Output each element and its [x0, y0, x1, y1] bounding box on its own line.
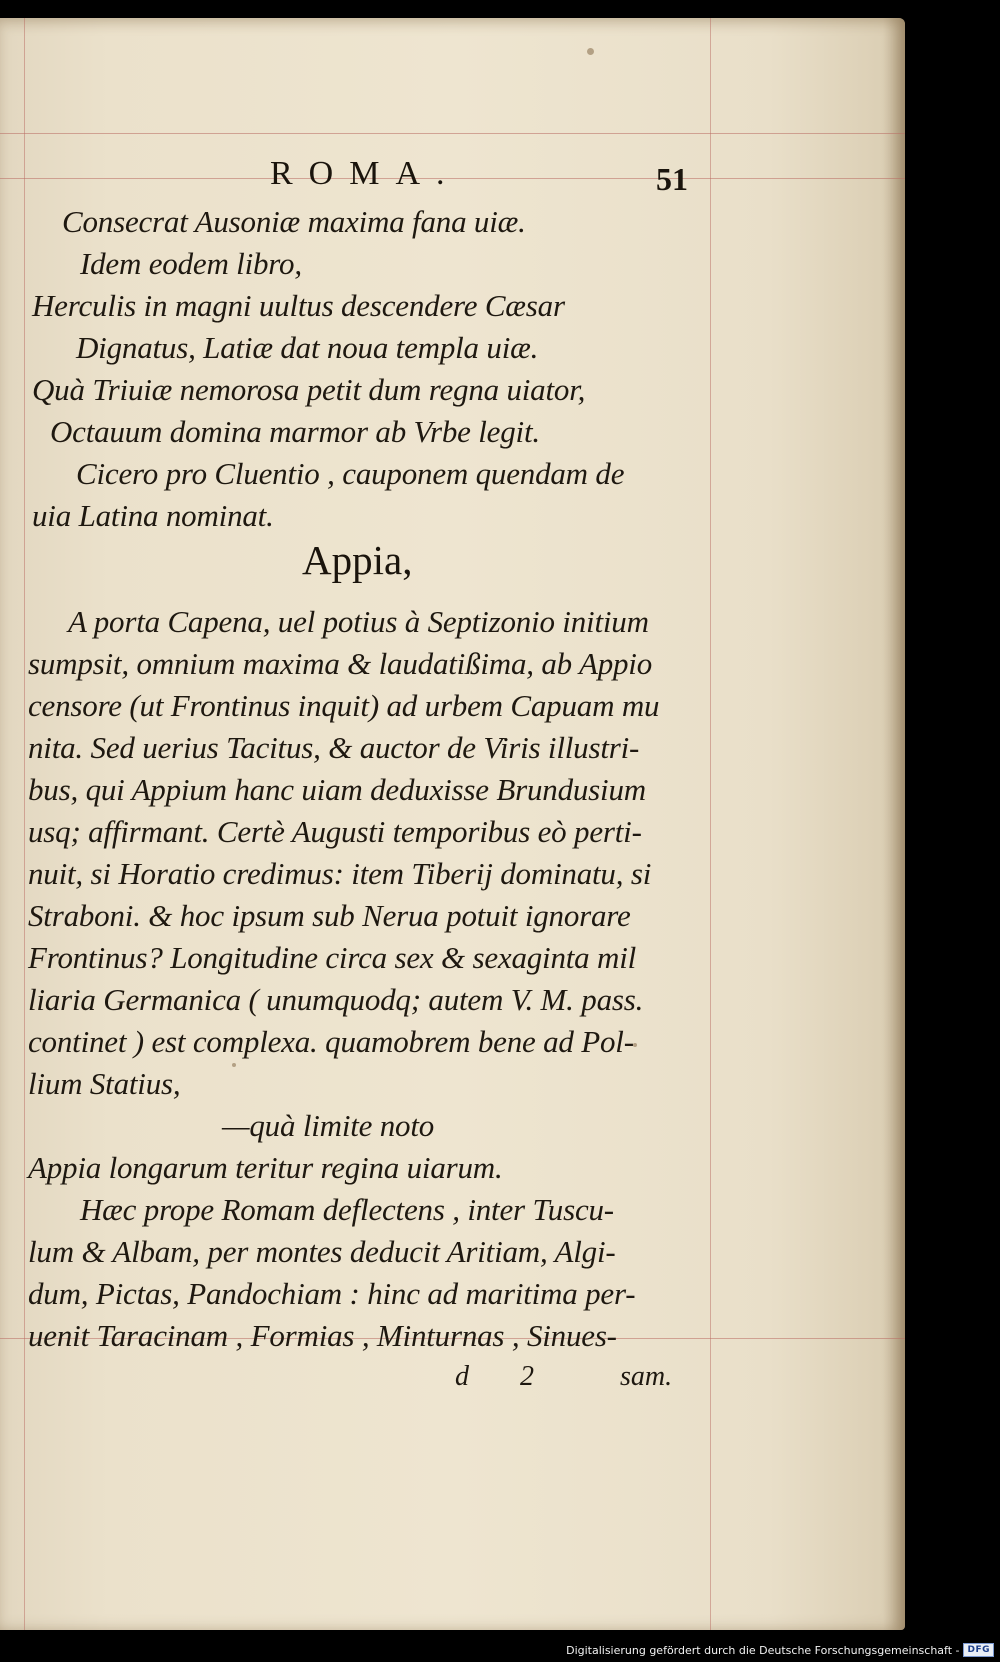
text-line: continet ) est complexa. quamobrem bene ad Pol-	[28, 1024, 634, 1059]
credit-text: Digitalisierung gefördert durch die Deutsche Forschungsgemeinschaft -	[566, 1643, 960, 1657]
signature-mark: d	[455, 1361, 469, 1392]
text-line: Dignatus, Latiæ dat noua templa uiæ.	[76, 330, 539, 365]
text-line: nuit, si Horatio credimus: item Tiberij dominatu, si	[28, 856, 652, 891]
page-number: 51	[656, 161, 688, 197]
text-line: usq; affirmant. Certè Augusti temporibus eò perti-	[28, 814, 642, 849]
footer-bar	[0, 1634, 1000, 1662]
running-head: ROMA.	[270, 155, 461, 192]
text-line: Herculis in magni uultus descendere Cæsar	[32, 288, 565, 323]
section-heading: Appia,	[302, 537, 413, 583]
text-line: lum & Albam, per montes deducit Aritiam, Algi-	[28, 1234, 616, 1269]
text-line: nita. Sed uerius Tacitus, & auctor de Viris illustri-	[28, 730, 640, 765]
page-text	[0, 18, 905, 1630]
text-line: censore (ut Frontinus inquit) ad urbem Capuam mu	[28, 688, 660, 723]
text-line: sumpsit, omnium maxima & laudatißima, ab Appio	[28, 646, 653, 681]
text-line: Hæc prope Romam deflectens , inter Tuscu-	[80, 1192, 614, 1227]
funding-credit	[566, 1643, 994, 1657]
text-line: liaria Germanica ( unumquodq; autem V. M. pass.	[28, 982, 644, 1017]
text-line: lium Statius,	[28, 1066, 181, 1101]
catchword: sam.	[620, 1361, 673, 1392]
text-line: Quà Triuiæ nemorosa petit dum regna uiator,	[32, 372, 586, 407]
text-line: Appia longarum teritur regina uiarum.	[28, 1150, 503, 1185]
text-line: uenit Taracinam , Formias , Minturnas , Sinues-	[28, 1318, 617, 1353]
text-line: A porta Capena, uel potius à Septizonio initium	[68, 604, 649, 639]
text-line: dum, Pictas, Pandochiam : hinc ad maritima per-	[28, 1276, 636, 1311]
text-line: uia Latina nominat.	[32, 498, 274, 533]
text-line: —quà limite noto	[222, 1108, 435, 1143]
text-line: Octauum domina marmor ab Vrbe legit.	[50, 414, 540, 449]
text-line: Consecrat Ausoniæ maxima fana uiæ.	[62, 204, 526, 239]
text-line: Cicero pro Cluentio , cauponem quendam de	[76, 456, 625, 491]
text-line: Frontinus? Longitudine circa sex & sexaginta mil	[28, 940, 637, 975]
text-line: bus, qui Appium hanc uiam deduxisse Brundusium	[28, 772, 646, 807]
text-line: Straboni. & hoc ipsum sub Nerua potuit ignorare	[28, 898, 631, 933]
signature-number: 2	[520, 1361, 534, 1392]
dfg-logo-icon: DFG	[963, 1643, 994, 1657]
book-page	[0, 18, 905, 1630]
text-line: Idem eodem libro,	[80, 246, 302, 281]
